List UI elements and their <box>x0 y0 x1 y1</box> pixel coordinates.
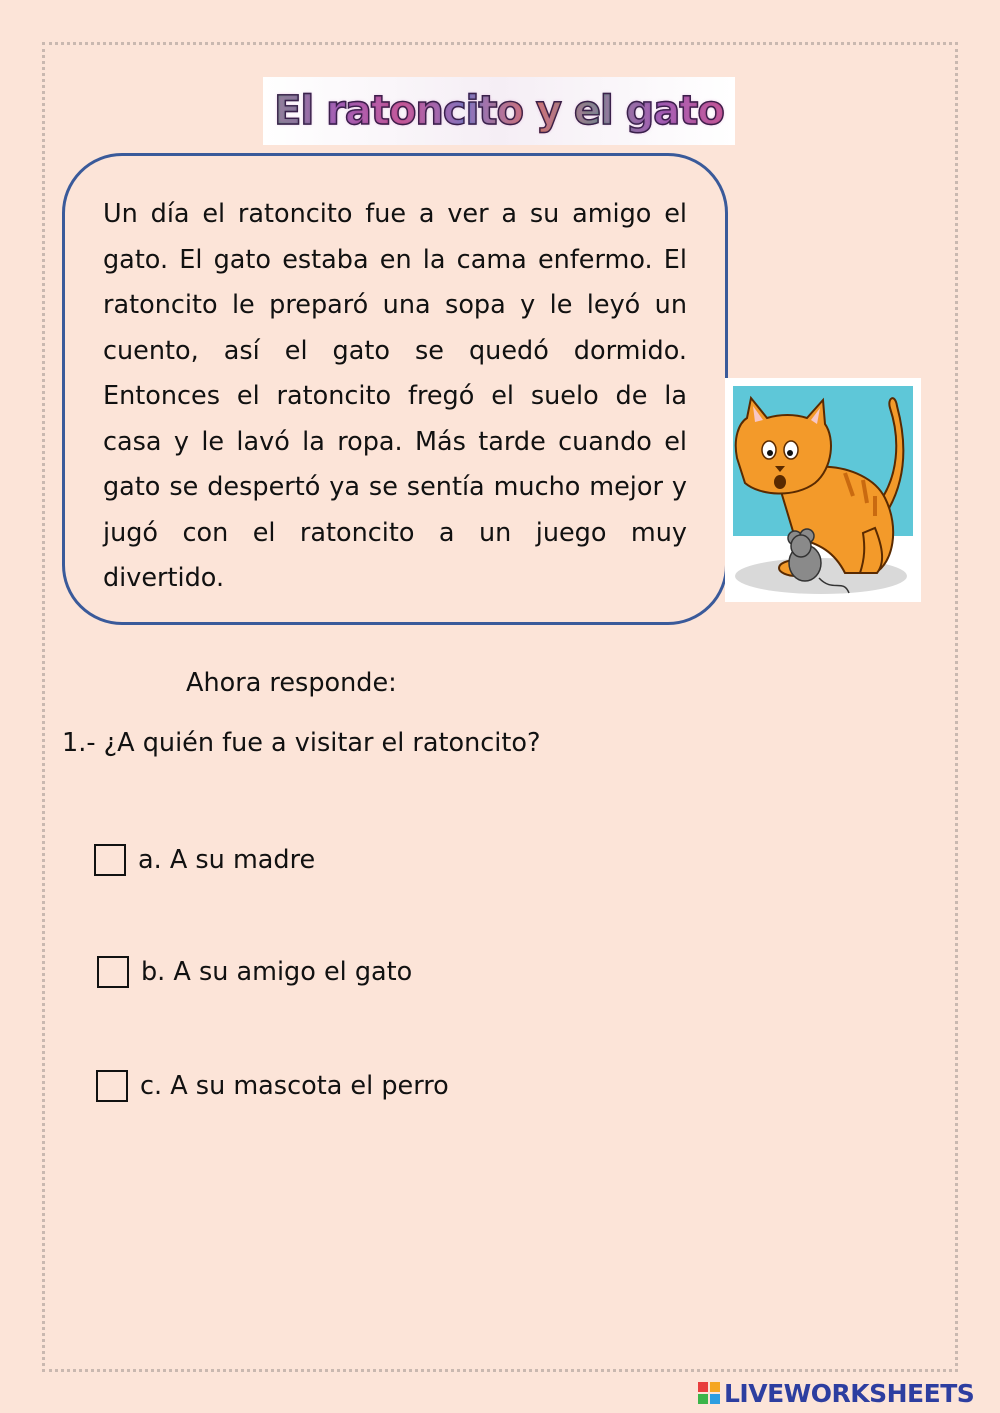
question-1: 1.- ¿A quién fue a visitar el ratoncito? <box>62 728 541 758</box>
instruction-prompt: Ahora responde: <box>186 668 397 698</box>
answer-checkbox-c[interactable] <box>96 1070 128 1102</box>
cat-and-mouse-illustration <box>725 378 921 602</box>
liveworksheets-logo-icon <box>697 1381 721 1405</box>
page-title: El ratoncito y el gato <box>274 88 724 134</box>
logo-text: LIVEWORKSHEETS <box>724 1378 975 1408</box>
answer-checkbox-a[interactable] <box>94 844 126 876</box>
answer-label-a: a. A su madre <box>138 845 316 875</box>
answer-option-a[interactable] <box>94 844 315 876</box>
answer-label-b: b. A su amigo el gato <box>141 957 413 987</box>
answer-checkbox-b[interactable] <box>97 956 129 988</box>
story-box <box>62 153 728 625</box>
story-text: Un día el ratoncito fue a ver a su amigo el gato. El gato estaba en la cama enfermo. El ratoncito le preparó una sopa y le leyó un cuento, así el gato se quedó dormido. Entonces el ratoncito fregó el suelo de la casa y le lavó la ropa. Más tarde cuando el gato se despertó ya se sentía mucho mejor y jugó con el ratoncito a un juego muy divertido. <box>103 199 687 593</box>
liveworksheets-logo <box>697 1378 974 1408</box>
answer-option-c[interactable] <box>96 1070 449 1102</box>
answer-label-c: c. A su mascota el perro <box>140 1071 449 1101</box>
answer-option-b[interactable] <box>97 956 412 988</box>
title-banner <box>263 77 735 145</box>
